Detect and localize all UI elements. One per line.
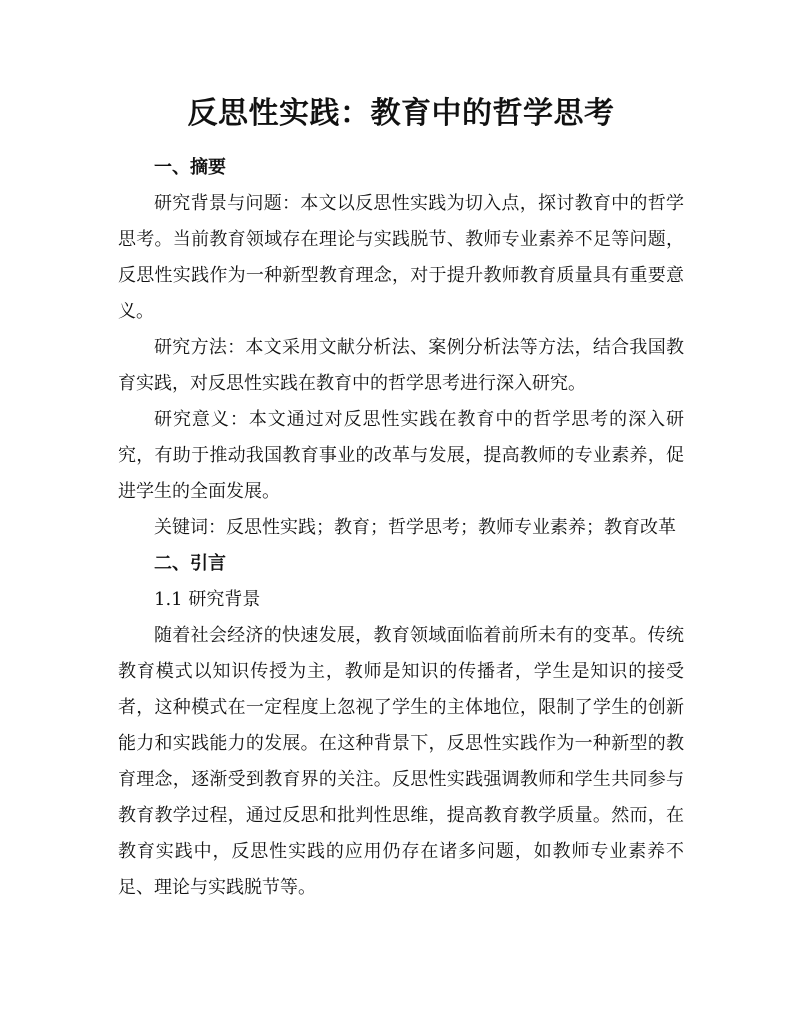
research-background-paragraph: 随着社会经济的快速发展，教育领域面临着前所未有的变革。传统教育模式以知识传授为主，教师是知识的传播者，学生是知识的接受者，这种模式在一定程度上忽视了学生的主体地位，限制了学生的创新能力和实践能力的发展。在这种背景下，反思性实践作为一种新型的教育理念，逐渐受到教育界的关注。反思性实践强调教师和学生共同参与教育教学过程，通过反思和批判性思维，提高教育教学质量。然而，在教育实践中，反思性实践的应用仍存在诸多问题，如教师专业素养不足、理论与实践脱节等。	[118, 625, 684, 898]
abstract-significance-paragraph: 研究意义：本文通过对反思性实践在教育中的哲学思考的深入研究，有助于推动我国教育事业的改革与发展，提高教师的专业素养，促进学生的全面发展。	[118, 409, 684, 502]
page-title: 反思性实践：教育中的哲学思考	[187, 96, 615, 131]
introduction-section	[118, 546, 684, 906]
keywords-paragraph: 关键词：反思性实践；教育；哲学思考；教师专业素养；教育改革	[154, 517, 676, 538]
abstract-background-paragraph: 研究背景与问题：本文以反思性实践为切入点，探讨教育中的哲学思考。当前教育领域存在理论与实践脱节、教师专业素养不足等问题，反思性实践作为一种新型教育理念，对于提升教师教育质量具有重要意义。	[118, 193, 684, 322]
abstract-methods-paragraph: 研究方法：本文采用文献分析法、案例分析法等方法，结合我国教育实践，对反思性实践在教育中的哲学思考进行深入研究。	[118, 337, 684, 394]
research-background-subheading: 1.1 研究背景	[154, 589, 261, 610]
abstract-section	[118, 150, 684, 546]
introduction-heading: 二、引言	[154, 553, 226, 574]
abstract-heading: 一、摘要	[154, 157, 226, 178]
document-body	[118, 92, 684, 906]
